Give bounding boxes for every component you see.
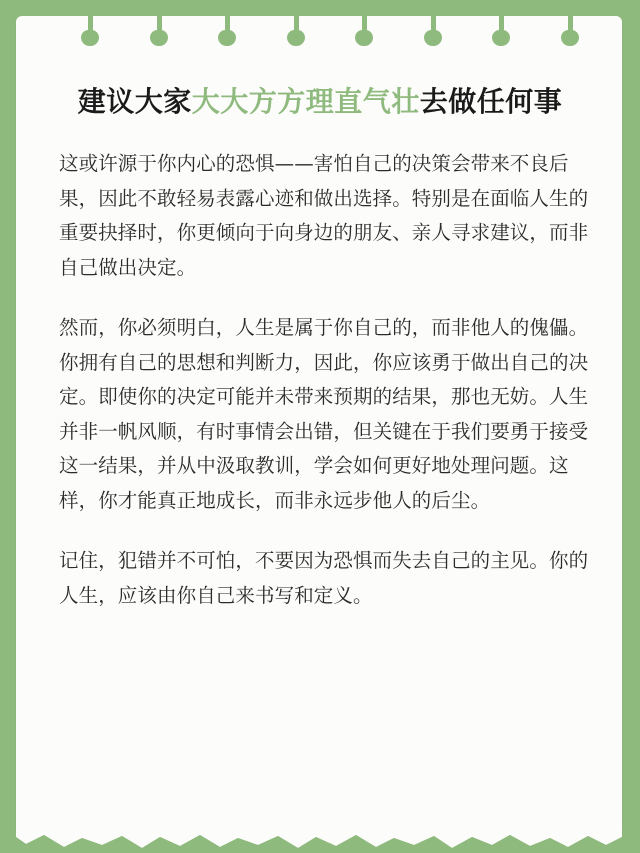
title-part-2: 去做任何事 — [419, 85, 563, 118]
torn-paper-edge — [16, 823, 622, 853]
page-title — [0, 80, 640, 120]
title-part-1: 建议大家 — [77, 85, 192, 118]
article-body — [59, 147, 589, 639]
paragraph-1: 这或许源于你内心的恐惧——害怕自己的决策会带来不良后果，因此不敢轻易表露心迹和做出选择。特别是在面临人生的重要抉择时，你更倾向于向身边的朋友、亲人寻求建议，而非自己做出决定。 — [59, 152, 589, 279]
paragraph-2: 然而，你必须明白，人生是属于你自己的，而非他人的傀儡。你拥有自己的思想和判断力，因此，你应该勇于做出自己的决定。即使你的决定可能并未带来预期的结果，那也无妨。人生并非一帆风顺，有时事情会出错，但关键在于我们要勇于接受这一结果，并从中汲取教训，学会如何更好地处理问题。这样，你才能真正地成长，而非永远步他人的后尘。 — [59, 316, 589, 512]
paragraph-3: 记住，犯错并不可怕，不要因为恐惧而失去自己的主见。你的人生，应该由你自己来书写和定义。 — [59, 549, 589, 607]
binder-ring — [629, 6, 640, 46]
title-highlight: 大大方方理直气壮 — [191, 85, 420, 118]
